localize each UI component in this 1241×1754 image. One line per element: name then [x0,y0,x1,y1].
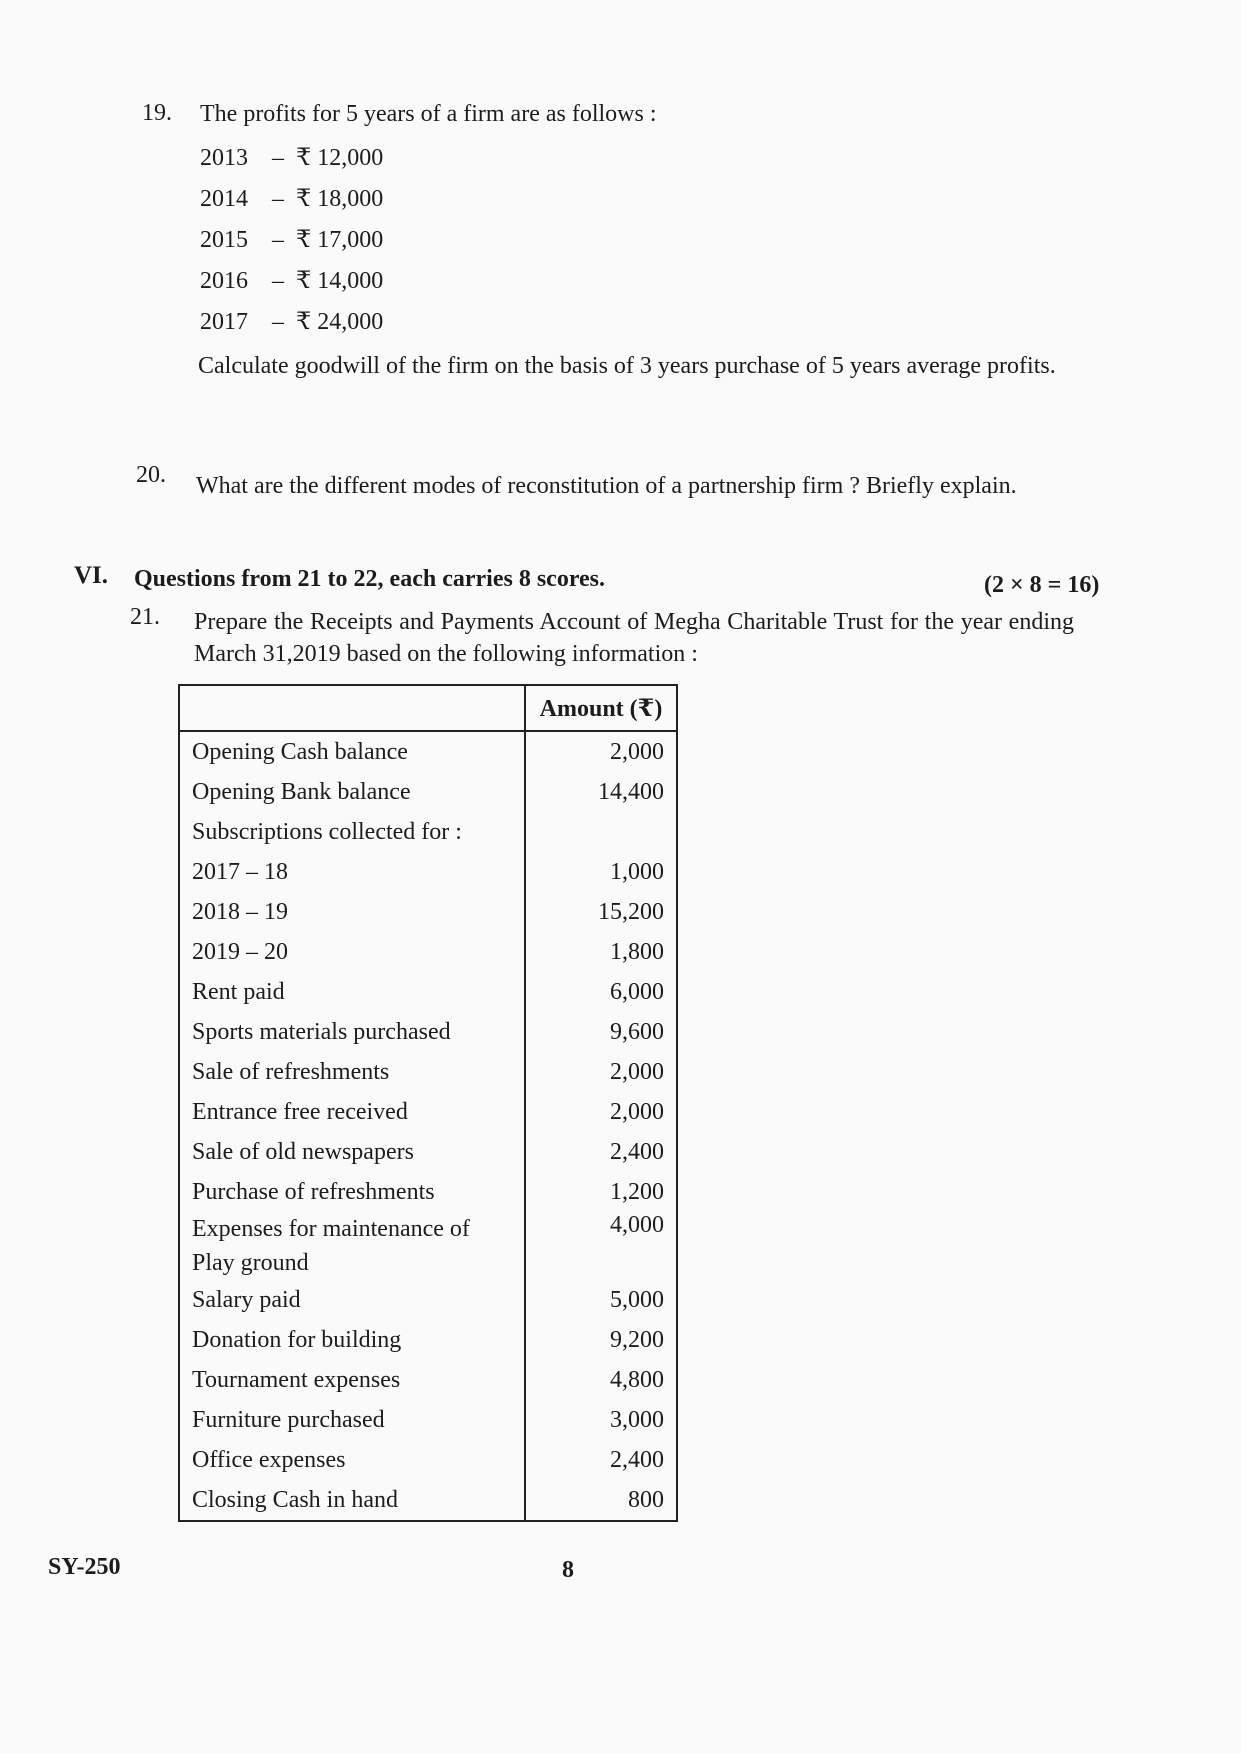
row-label: Subscriptions collected for : [179,812,525,852]
q21-text: Prepare the Receipts and Payments Account of Megha Charitable Trust for the year ending March 31,2019 based on the following information : [194,609,1074,667]
section-title: Questions from 21 to 22, each carries 8 scores. [134,566,606,592]
table-row [179,812,677,852]
table-row [179,852,677,892]
table-row [179,1092,677,1132]
profit-dash: – [272,268,284,294]
table-row [179,1172,677,1212]
profit-amount: ₹ 14,000 [296,268,384,294]
table-row [179,1480,677,1521]
table-row [179,892,677,932]
row-amount: 14,400 [525,772,677,812]
row-label: Furniture purchased [179,1400,525,1440]
row-amount: 2,000 [525,1052,677,1092]
profit-dash: – [272,145,284,171]
row-label: Rent paid [179,972,525,1012]
row-label: Opening Bank balance [179,772,525,812]
table-header-row [179,685,677,731]
table-row [179,1320,677,1360]
q19-intro: The profits for 5 years of a firm are as follows : [200,101,657,127]
table-row [179,772,677,812]
row-label: Tournament expenses [179,1360,525,1400]
row-amount: 1,200 [525,1172,677,1212]
table-row [179,932,677,972]
profit-year: 2015 [200,227,248,253]
profit-year: 2014 [200,186,248,212]
q20-text: What are the different modes of reconstitution of a partnership firm ? Briefly explain. [196,473,1017,499]
row-amount: 2,400 [525,1440,677,1480]
row-amount: 800 [525,1480,677,1521]
profit-row [200,225,383,254]
row-amount: 2,000 [525,1092,677,1132]
row-label: Sale of refreshments [179,1052,525,1092]
profit-amount: ₹ 24,000 [296,309,384,335]
footer-code: SY-250 [48,1554,121,1580]
receipts-data-table [178,684,678,1522]
label-header [179,685,525,731]
profit-year: 2016 [200,268,248,294]
profit-amount: ₹ 18,000 [296,186,384,212]
section-marks: (2 × 8 = 16) [984,572,1100,598]
row-amount: 1,800 [525,932,677,972]
table-row [179,1440,677,1480]
row-label: Entrance free received [179,1092,525,1132]
profit-dash: – [272,186,284,212]
table-row [179,1360,677,1400]
profit-year: 2017 [200,309,248,335]
row-amount: 15,200 [525,892,677,932]
q19-question: Calculate goodwill of the firm on the basis of 3 years purchase of 5 years average profits. [198,353,1056,379]
section-numeral: VI. [74,562,109,589]
row-label: 2018 – 19 [179,892,525,932]
profit-row [200,184,383,213]
row-label: Donation for building [179,1320,525,1360]
row-amount: 5,000 [525,1280,677,1320]
row-label: Opening Cash balance [179,731,525,772]
table-row [179,731,677,772]
row-amount: 9,600 [525,1012,677,1052]
table-row [179,1012,677,1052]
profit-dash: – [272,309,284,335]
row-label: Expenses for maintenance of Play ground [179,1212,525,1280]
profit-amount: ₹ 17,000 [296,227,384,253]
row-label: Office expenses [179,1440,525,1480]
row-label: Purchase of refreshments [179,1172,525,1212]
profit-dash: – [272,227,284,253]
profit-row [200,266,383,295]
row-amount: 2,000 [525,731,677,772]
table-row [179,1212,677,1280]
amount-header: Amount (₹) [525,685,677,731]
row-label: 2019 – 20 [179,932,525,972]
table-row [179,972,677,1012]
row-amount: 2,400 [525,1132,677,1172]
table-row [179,1400,677,1440]
q21-number: 21. [130,604,160,630]
table-row [179,1280,677,1320]
profit-year: 2013 [200,145,248,171]
row-label: 2017 – 18 [179,852,525,892]
row-amount: 9,200 [525,1320,677,1360]
q20-number: 20. [136,462,166,488]
row-amount: 6,000 [525,972,677,1012]
table-row [179,1132,677,1172]
row-amount: 1,000 [525,852,677,892]
page-number: 8 [562,1557,574,1583]
row-amount [525,812,677,852]
profit-row [200,307,383,336]
row-label: Sale of old newspapers [179,1132,525,1172]
row-label: Closing Cash in hand [179,1480,525,1521]
q19-number: 19. [142,100,172,126]
row-amount: 4,000 [525,1212,677,1280]
row-label: Salary paid [179,1280,525,1320]
row-amount: 4,800 [525,1360,677,1400]
table-row [179,1052,677,1092]
profit-amount: ₹ 12,000 [296,145,384,171]
row-label: Sports materials purchased [179,1012,525,1052]
row-amount: 3,000 [525,1400,677,1440]
profit-row [200,143,383,172]
